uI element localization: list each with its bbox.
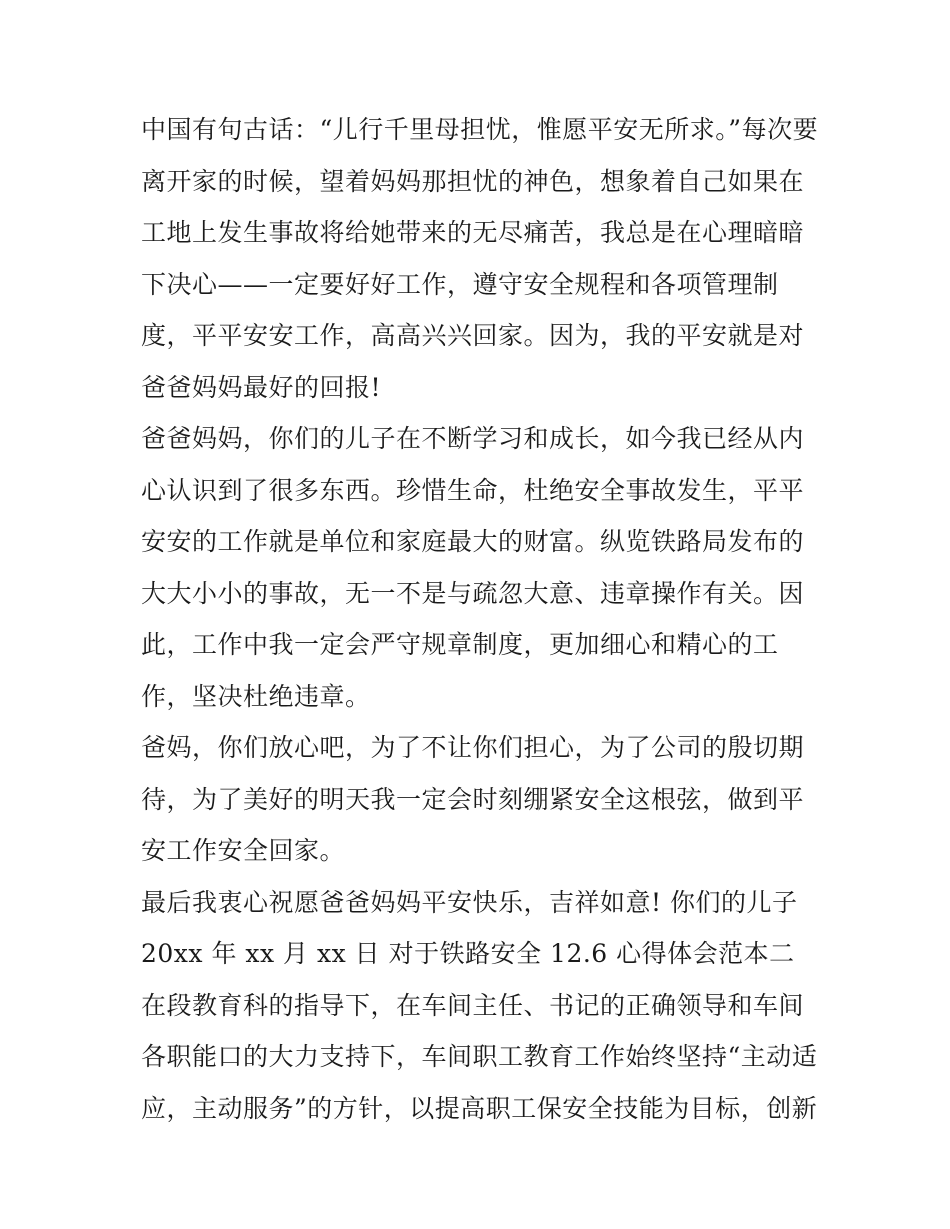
document-body [141,104,821,1134]
paragraph-6: 在段教育科的指导下，在车间主任、书记的正确领导和车间各职能口的大力支持下，车间职工教育工作始终坚持“主动适应，主动服务”的方针，以提高职工保安全技能为目标，创新 [141,990,818,1123]
paragraph-1: 中国有句古话：“儿行千里母担忧，惟愿平安无所求。”每次要离开家的时候，望着妈妈那担忧的神色，想象着自己如果在工地上发生事故将给她带来的无尽痛苦，我总是在心理暗暗下决心——一定要好好工作，遵守安全规程和各项管理制度，平平安安工作，高高兴兴回家。因为，我的平安就是对爸爸妈妈最好的回报! [141,115,819,402]
paragraph-3: 爸妈，你们放心吧，为了不让你们担心，为了公司的殷切期待，为了美好的明天我一定会时刻绷紧安全这根弦，做到平安工作安全回家。 [141,733,805,865]
paragraph-4: 最后我衷心祝愿爸爸妈妈平安快乐，吉祥如意! 你们的儿子 [141,887,798,917]
paragraph-5: 20xx 年 xx 月 xx 日 对于铁路安全 12.6 心得体会范本二 [141,939,795,968]
paragraph-2: 爸爸妈妈，你们的儿子在不断学习和成长，如今我已经从内心认识到了很多东西。珍惜生命，杜绝安全事故发生，平平安安的工作就是单位和家庭最大的财富。纵览铁路局发布的大大小小的事故，无一不是与疏忽大意、违章操作有关。因此，工作中我一定会严守规章制度，更加细心和精心的工作，坚决杜绝违章。 [141,424,805,711]
